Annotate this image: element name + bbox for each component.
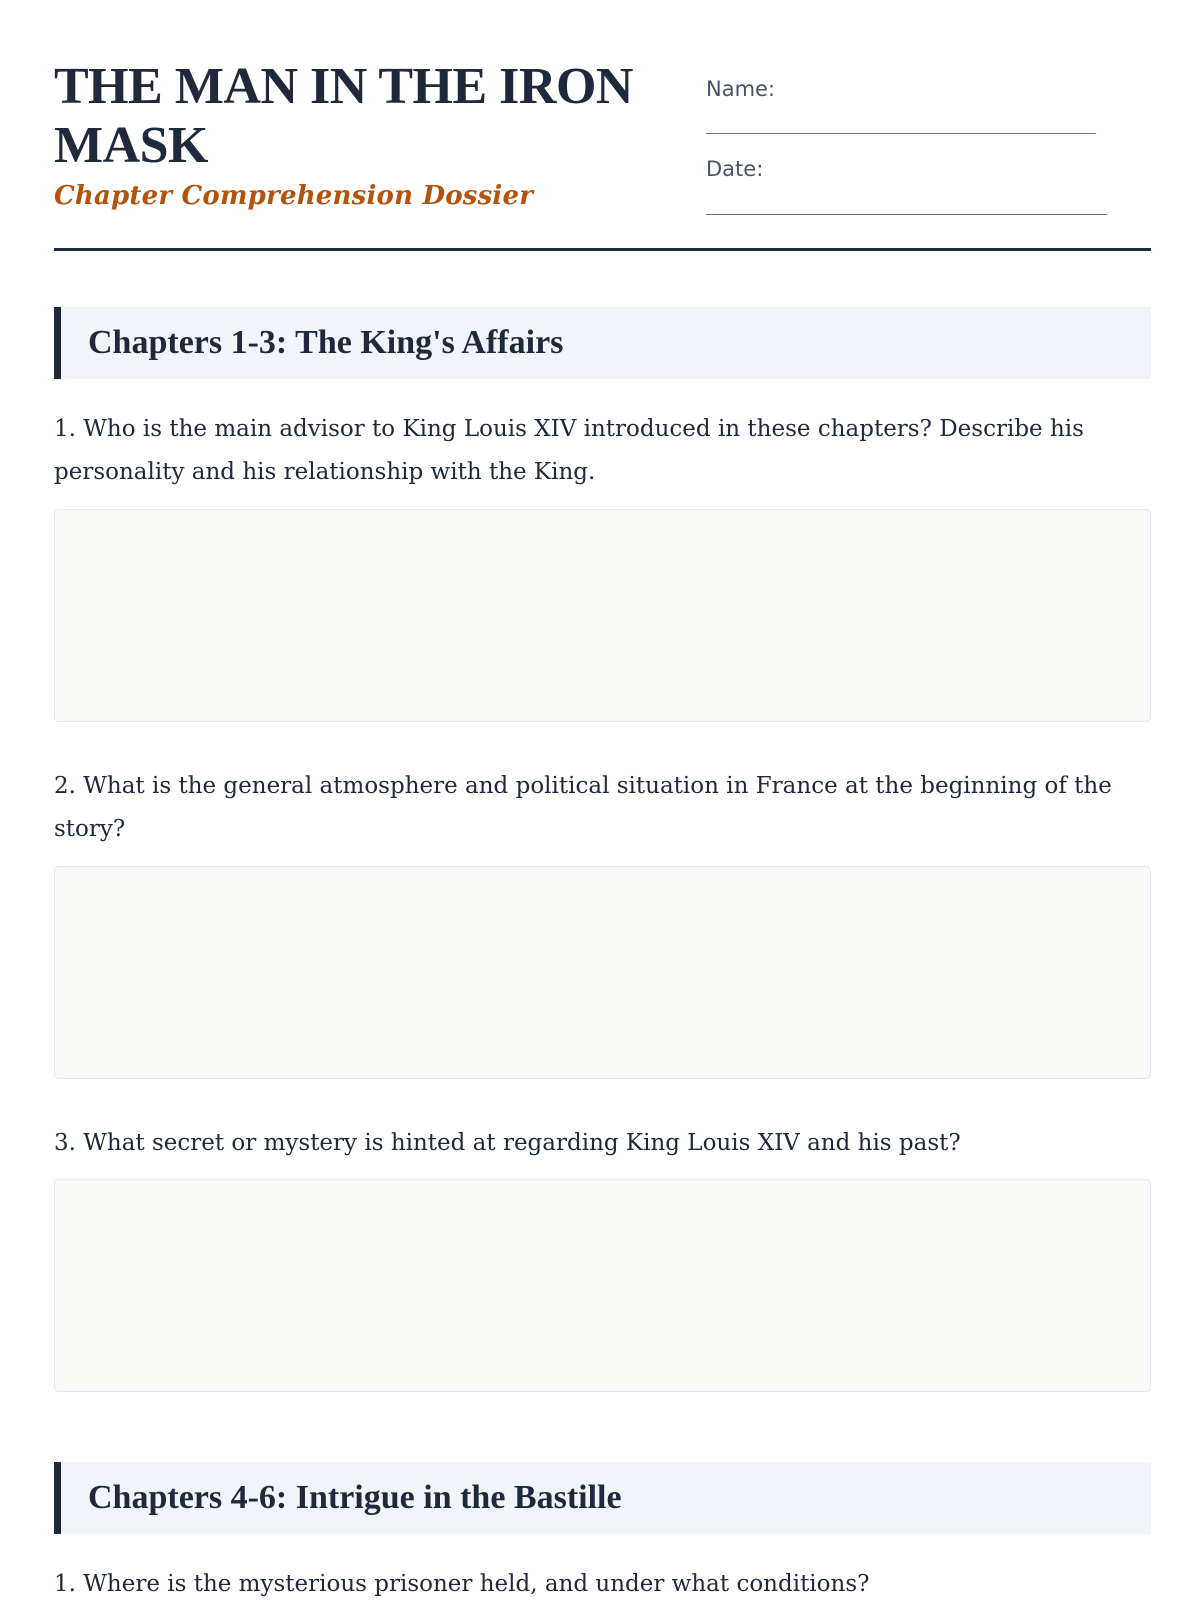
worksheet-page — [54, 0, 1151, 1597]
worksheet-header — [54, 0, 1151, 251]
question-text: 1. Who is the main advisor to King Louis XIV introduced in these chapters? Describe his personality and his relationship with the King. — [54, 416, 1084, 485]
section-title: Chapters 4-6: Intrigue in the Bastille — [88, 1479, 622, 1516]
question-text: 1. Where is the mysterious prisoner held, and under what conditions? — [54, 1571, 870, 1597]
name-line[interactable] — [706, 133, 1096, 134]
date-line[interactable] — [706, 214, 1107, 215]
answer-box[interactable] — [54, 866, 1151, 1079]
question-text: 3. What secret or mystery is hinted at regarding King Louis XIV and his past? — [54, 1130, 961, 1156]
date-label: Date: — [706, 157, 764, 181]
name-label: Name: — [706, 77, 776, 101]
question-text: 2. What is the general atmosphere and political situation in France at the beginning of the story? — [54, 773, 1112, 842]
section-header — [54, 1462, 1151, 1534]
worksheet-title: THE MAN IN THE IRON MASK — [54, 58, 633, 174]
answer-box[interactable] — [54, 509, 1151, 722]
section-header — [54, 307, 1151, 379]
answer-box[interactable] — [54, 1179, 1151, 1392]
section-title: Chapters 1-3: The King's Affairs — [88, 324, 564, 361]
worksheet-subtitle: Chapter Comprehension Dossier — [54, 181, 534, 211]
